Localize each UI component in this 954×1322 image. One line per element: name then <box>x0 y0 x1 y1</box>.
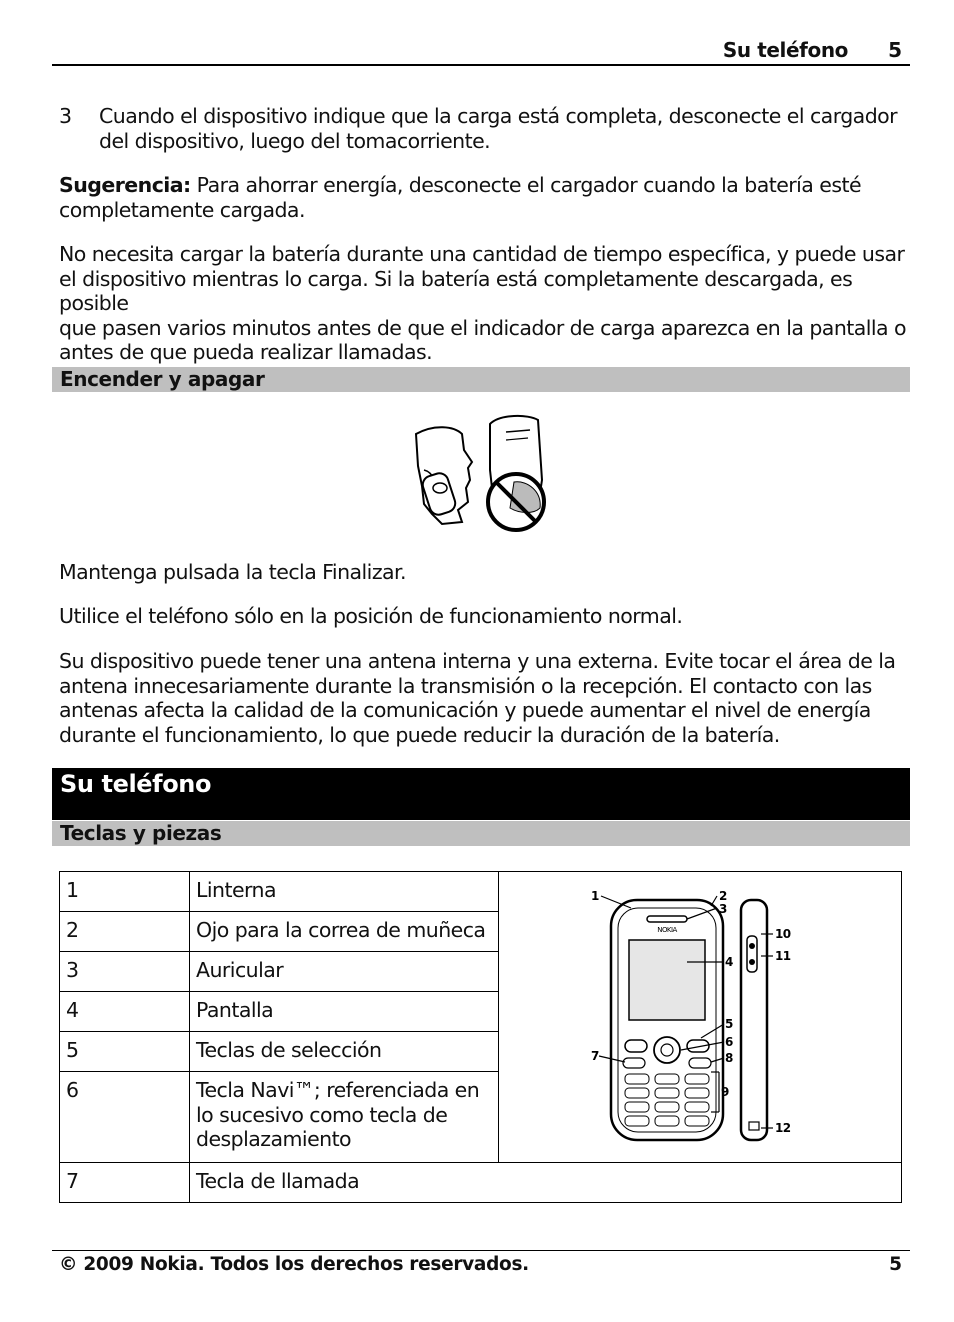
part-label: Linterna <box>190 872 499 912</box>
part-label: Tecla Navi™; referenciada en lo sucesivo como tecla de desplazamiento <box>190 1072 499 1163</box>
section-title: Encender y apagar <box>60 367 265 391</box>
paragraph-line: antena innecesariamente durante la transmisión o la recepción. El contacto con las <box>59 673 872 698</box>
section-title: Su teléfono <box>60 770 212 798</box>
section-heading-phone <box>52 768 910 820</box>
parts-table <box>59 871 902 1203</box>
footer-page-number: 5 <box>889 1254 902 1275</box>
section-heading-keys <box>52 821 910 846</box>
step-number: 3 <box>59 104 72 128</box>
header-page-number: 5 <box>888 38 902 62</box>
antenna-paragraph <box>59 649 909 747</box>
step-line: Cuando el dispositivo indique que la carga está completa, desconecte el cargador <box>99 104 898 128</box>
paragraph-line: antes de que pueda realizar llamadas. <box>59 340 433 364</box>
paragraph-line: Su dispositivo puede tener una antena interna y una externa. Evite tocar el área de la <box>59 649 896 673</box>
callout-number: 9 <box>720 1085 729 1099</box>
step-line: del dispositivo, luego del tomacorriente. <box>99 128 491 153</box>
header-title: Su teléfono <box>722 38 848 62</box>
part-number: 6 <box>60 1072 190 1163</box>
callout-number: 10 <box>774 927 791 941</box>
phone-parts-diagram <box>591 886 811 1148</box>
part-number: 4 <box>60 992 190 1032</box>
part-label: Tecla de llamada <box>190 1163 902 1203</box>
callout-number: 5 <box>724 1017 733 1031</box>
table-row <box>60 1163 902 1203</box>
usage-text: Utilice el teléfono sólo en la posición de funcionamiento normal. <box>59 604 683 628</box>
tip-text: completamente cargada. <box>59 197 305 222</box>
callout-number: 1 <box>590 889 599 903</box>
part-number: 3 <box>60 952 190 992</box>
phone-diagram-cell <box>499 872 902 1163</box>
paragraph-line: que pasen varios minutos antes de que el indicador de carga aparezca en la pantalla o <box>59 315 907 340</box>
callout-number: 8 <box>724 1051 733 1065</box>
tip-paragraph <box>59 173 909 222</box>
callout-number: 2 <box>718 889 727 903</box>
part-number: 7 <box>60 1163 190 1203</box>
brand-label: NOKIA <box>656 926 677 934</box>
paragraph-line: antenas afecta la calidad de la comunicación y puede aumentar el nivel de energía <box>59 698 871 722</box>
tip-label: Sugerencia: <box>59 173 191 197</box>
callout-number: 6 <box>724 1035 733 1049</box>
part-label: Pantalla <box>190 992 499 1032</box>
part-label: Teclas de selección <box>190 1032 499 1072</box>
part-number: 2 <box>60 912 190 952</box>
part-number: 5 <box>60 1032 190 1072</box>
section-title: Teclas y piezas <box>60 821 222 845</box>
callout-number: 11 <box>774 949 791 963</box>
page-header <box>52 28 910 66</box>
table-row <box>60 872 902 912</box>
paragraph-line: durante el funcionamiento, lo que puede reducir la duración de la batería. <box>59 722 780 747</box>
charging-paragraph <box>59 242 909 365</box>
footer-copyright: © 2009 Nokia. Todos los derechos reservados. <box>59 1254 529 1275</box>
paragraph-line: No necesita cargar la batería durante una cantidad de tiempo específica, y puede usar <box>59 242 905 266</box>
instruction-text: Mantenga pulsada la tecla Finalizar. <box>59 560 407 584</box>
footer-divider <box>52 1250 910 1251</box>
phone-usage-illustration <box>410 410 550 534</box>
step-text <box>99 104 909 153</box>
section-heading-power <box>52 367 910 392</box>
part-label: Ojo para la correa de muñeca <box>190 912 499 952</box>
part-label: Auricular <box>190 952 499 992</box>
paragraph-line: el dispositivo mientras lo carga. Si la batería está completamente descargada, es posible <box>59 266 853 315</box>
tip-text: Para ahorrar energía, desconecte el cargador cuando la batería esté <box>190 173 862 197</box>
callout-number: 3 <box>718 902 727 916</box>
part-number: 1 <box>60 872 190 912</box>
callout-number: 12 <box>774 1121 791 1135</box>
callout-number: 7 <box>590 1049 599 1063</box>
callout-number: 4 <box>724 955 733 969</box>
